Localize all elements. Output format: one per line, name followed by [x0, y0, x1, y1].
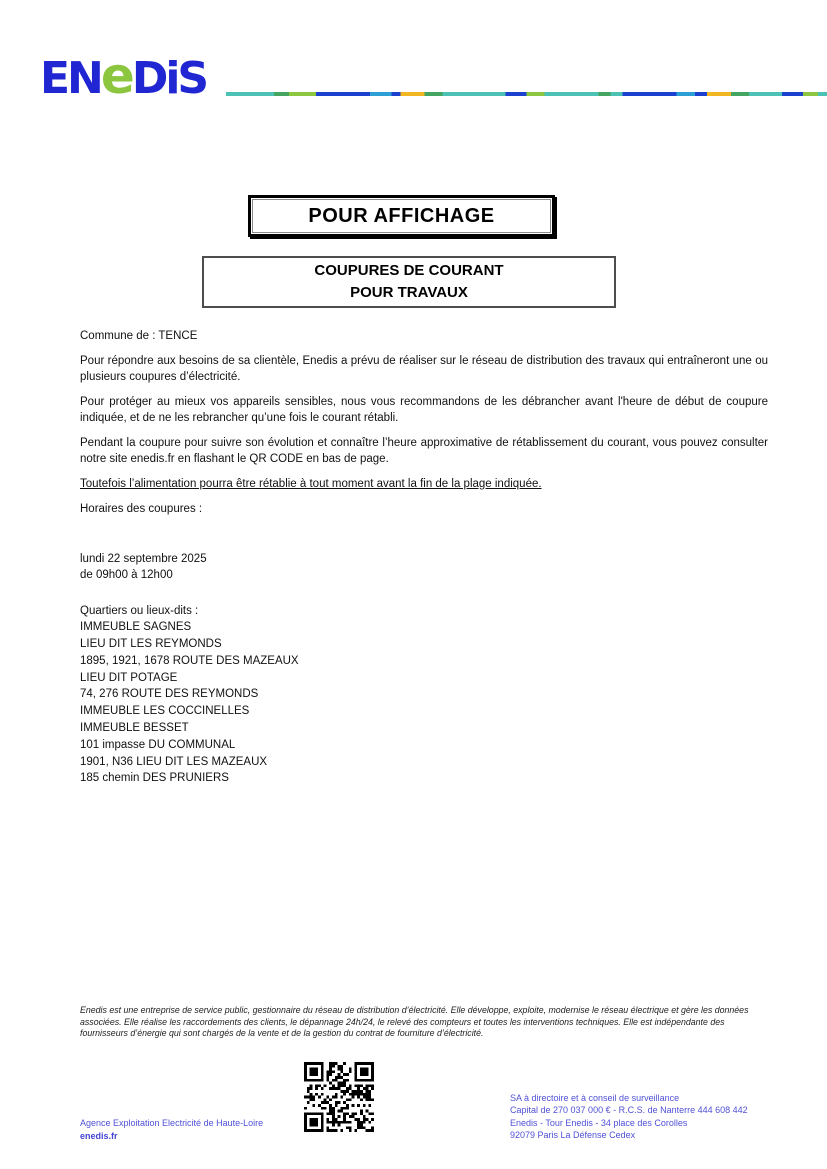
address-line: LIEU DIT LES REYMONDS	[80, 638, 222, 651]
legal-line: Enedis - Tour Enedis - 34 place des Corolles	[510, 1117, 688, 1128]
schedule-block	[80, 551, 768, 584]
address-line: 1895, 1921, 1678 ROUTE DES MAZEAUX	[80, 654, 299, 667]
address-line: IMMEUBLE BESSET	[80, 722, 189, 735]
paragraph-intro: Pour répondre aux besoins de sa clientèle, Enedis a prévu de réaliser sur le réseau de distribution des travaux qui entraîneront une ou plusieurs coupures d’électricité.	[80, 354, 768, 383]
coupures-notice-box	[202, 256, 616, 308]
enedis-website: enedis.fr	[80, 1131, 118, 1141]
logo-text-en: EN	[40, 53, 101, 104]
address-line: IMMEUBLE LES COCCINELLES	[80, 705, 250, 718]
footer-legal-block	[510, 1092, 748, 1142]
underlined-notice: Toutefois l’alimentation pourra être rétablie à tout moment avant la fin de la plage indiquée.	[80, 477, 542, 490]
pour-affichage-banner	[248, 195, 555, 237]
multicolor-divider-line	[226, 92, 827, 96]
districts-block	[80, 603, 768, 788]
logo-text-dis: DiS	[131, 53, 207, 104]
paragraph-qrcode: Pendant la coupure pour suivre son évolution et connaître l’heure approximative de rétablissement du courant, vous pouvez consulter notre site enedis.fr en flashant le QR CODE en bas de page.	[80, 436, 768, 465]
address-line: LIEU DIT POTAGE	[80, 671, 178, 684]
legal-line: Capital de 270 037 000 € - R.C.S. de Nanterre 444 608 442	[510, 1105, 748, 1116]
legal-line: 92079 Paris La Défense Cedex	[510, 1130, 636, 1141]
enedis-logo	[40, 47, 207, 105]
address-line: IMMEUBLE SAGNES	[80, 621, 192, 634]
address-line: 185 chemin DES PRUNIERS	[80, 772, 229, 785]
company-description: Enedis est une entreprise de service public, gestionnaire du réseau de distribution d’électricité. Elle développe, exploite, modernise le réseau électrique et gère les données associées. Elle réalise les raccordements des clients, le dépannage 24h/24, le relevé des compteurs et toutes les interventions techniques. Elle est indépendante des fournisseurs d’énergie qui sont chargés de la vente et de la gestion du contrat de fourniture d’électricité.	[80, 1005, 749, 1039]
main-content	[80, 328, 768, 787]
schedule-label: Horaires des coupures :	[80, 503, 203, 515]
districts-label: Quartiers ou lieux-dits :	[80, 604, 199, 617]
notice-line-1: COUPURES DE COURANT	[314, 262, 504, 279]
agency-name: Agence Exploitation Electricité de Haute-Loire	[80, 1118, 264, 1128]
banner-title: POUR AFFICHAGE	[252, 199, 551, 233]
commune-line: Commune de : TENCE	[80, 330, 198, 342]
footer-agency-block	[80, 1117, 263, 1143]
paragraph-advice: Pour protéger au mieux vos appareils sensibles, nous vous recommandons de les débrancher avant l'heure de début de coupure indiquée, et de ne les rebrancher qu’une fois le courant rétabli.	[80, 395, 768, 424]
notice-line-2: POUR TRAVAUX	[350, 284, 468, 301]
address-line: 1901, N36 LIEU DIT LES MAZEAUX	[80, 755, 268, 768]
address-line: 101 impasse DU COMMUNAL	[80, 738, 236, 751]
qr-code	[304, 1062, 374, 1132]
schedule-time: de 09h00 à 12h00	[80, 569, 173, 581]
logo-text-e: e	[100, 47, 132, 105]
address-line: 74, 276 ROUTE DES REYMONDS	[80, 688, 259, 701]
legal-line: SA à directoire et à conseil de surveillance	[510, 1093, 680, 1103]
schedule-date: lundi 22 septembre 2025	[80, 552, 207, 565]
